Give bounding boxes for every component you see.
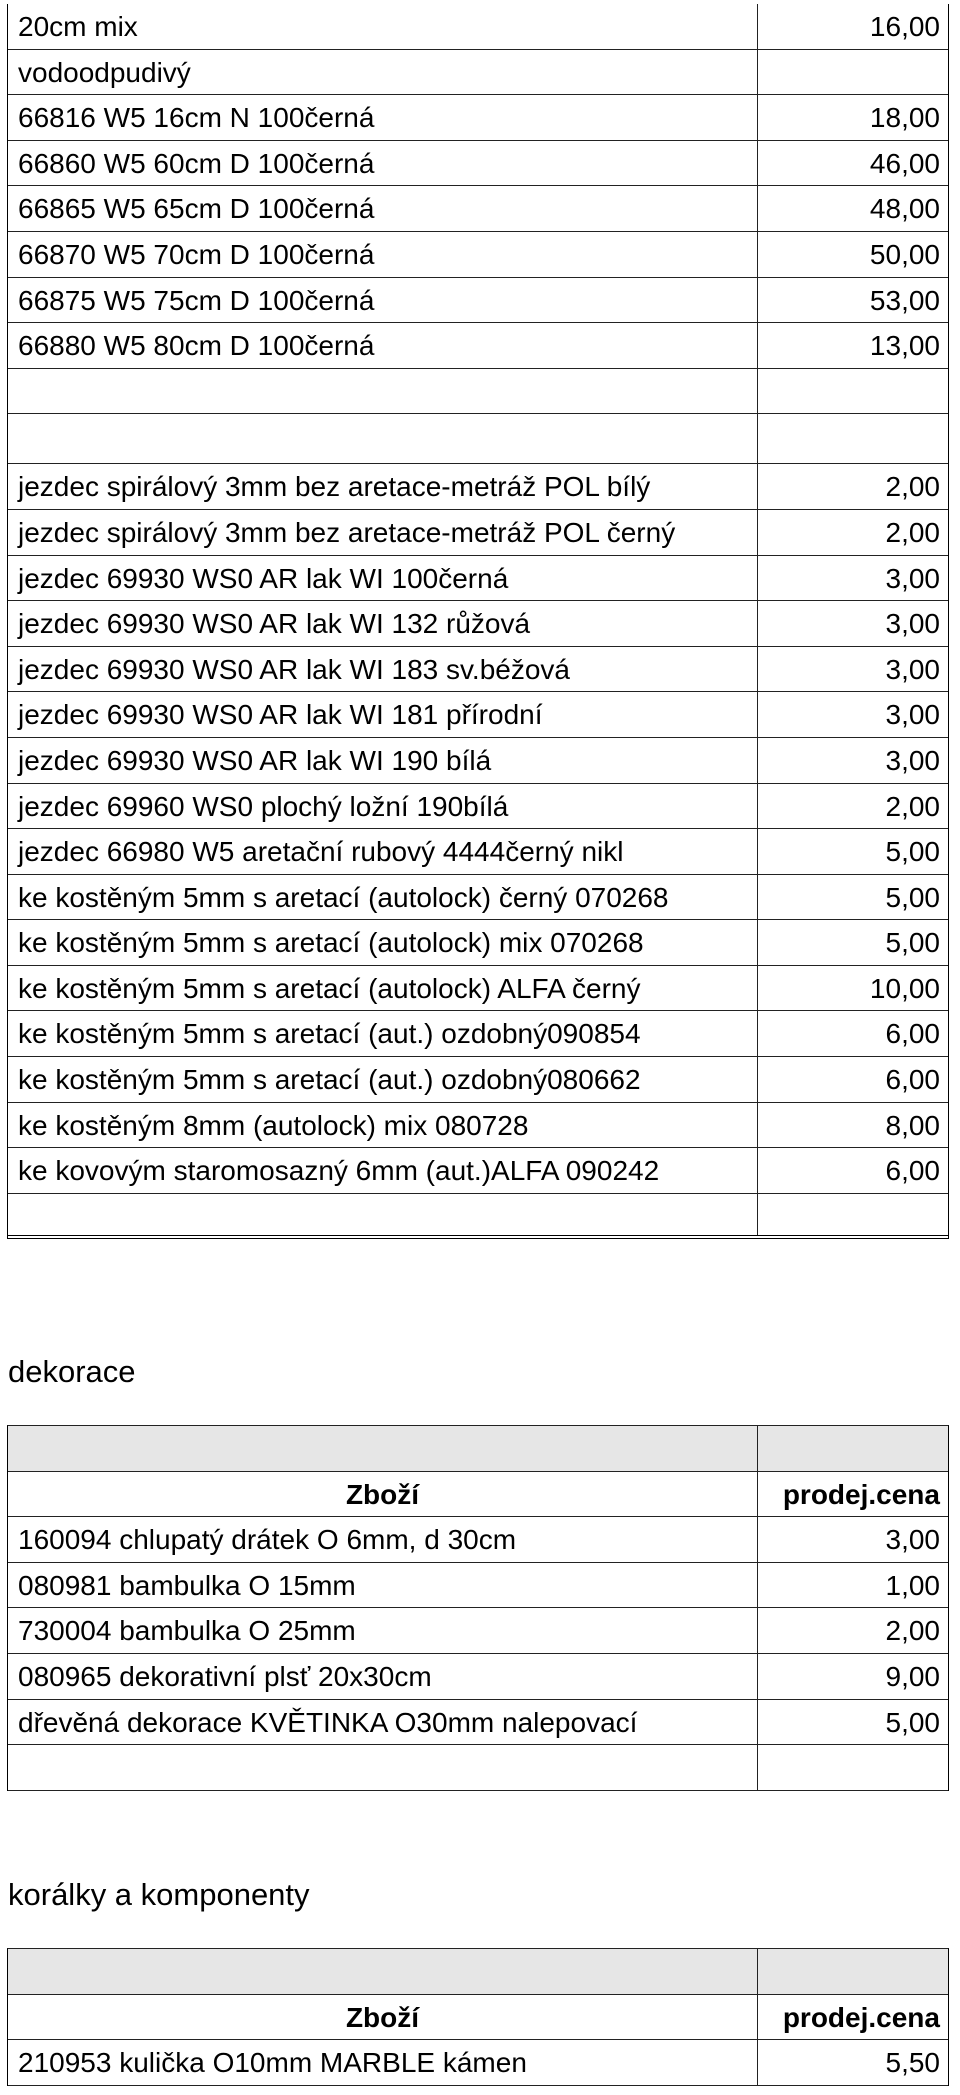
- item-name: jezdec 69930 WS0 AR lak WI 100černá: [8, 556, 758, 601]
- item-price: 6,00: [885, 1018, 940, 1050]
- item-name: jezdec 69930 WS0 AR lak WI 183 sv.béžová: [8, 647, 758, 692]
- item-price: 6,00: [885, 1155, 940, 1187]
- price-table-dekorace: [7, 1425, 949, 1791]
- table-row: [8, 50, 948, 96]
- table-header-blank: [8, 1426, 948, 1472]
- item-price: 5,00: [885, 836, 940, 868]
- table-row-empty: [8, 414, 948, 464]
- table-row-empty: [8, 1194, 948, 1240]
- table-row-empty: [8, 369, 948, 415]
- table-row: [8, 966, 948, 1012]
- item-name: jezdec spirálový 3mm bez aretace-metráž POL černý: [8, 510, 758, 555]
- item-price: 50,00: [869, 238, 940, 270]
- item-price: 3,00: [885, 1524, 940, 1556]
- header-goods: Zboží: [8, 1472, 758, 1517]
- table-row: [8, 278, 948, 324]
- table-row: [8, 464, 948, 510]
- item-name: 210953 kulička O10mm MARBLE kámen: [8, 2040, 758, 2085]
- item-price: 5,00: [885, 881, 940, 913]
- table-row: [8, 920, 948, 966]
- table-row: [8, 1700, 948, 1746]
- table-row: [8, 2040, 948, 2086]
- item-name: ke kostěným 5mm s aretací (autolock) ALFA černý: [8, 966, 758, 1011]
- table-row: [8, 556, 948, 602]
- table-header: [8, 1995, 948, 2041]
- item-price: 3,00: [885, 653, 940, 685]
- header-price: prodej.cena: [782, 2001, 940, 2033]
- table-row: [8, 738, 948, 784]
- item-price: 3,00: [885, 608, 940, 640]
- item-name: 66816 W5 16cm N 100černá: [8, 95, 758, 140]
- table-row: [8, 510, 948, 556]
- item-name: ke kostěným 5mm s aretací (autolock) mix 070268: [8, 920, 758, 965]
- item-name: jezdec 69930 WS0 AR lak WI 132 růžová: [8, 601, 758, 646]
- item-price: 2,00: [885, 1615, 940, 1647]
- item-price: 18,00: [869, 102, 940, 134]
- item-price: 10,00: [869, 972, 940, 1004]
- table-row: [8, 141, 948, 187]
- item-price: 5,00: [885, 1706, 940, 1738]
- item-name: 66880 W5 80cm D 100černá: [8, 323, 758, 368]
- table-row: [8, 1654, 948, 1700]
- table-row: [8, 1011, 948, 1057]
- item-price: 3,00: [885, 744, 940, 776]
- item-price: 13,00: [869, 330, 940, 362]
- table-row: [8, 601, 948, 647]
- section-title-koralky: korálky a komponenty: [8, 1877, 310, 1912]
- item-name: 66875 W5 75cm D 100černá: [8, 278, 758, 323]
- item-name: vodoodpudivý: [8, 50, 758, 95]
- item-price: 16,00: [869, 11, 940, 42]
- item-price: 5,00: [885, 927, 940, 959]
- price-table-koralky: [7, 1948, 949, 2086]
- item-name: ke kostěným 8mm (autolock) mix 080728: [8, 1103, 758, 1148]
- item-name: dřevěná dekorace KVĚTINKA O30mm nalepovací: [8, 1700, 758, 1745]
- item-price: 46,00: [869, 147, 940, 179]
- item-name: 20cm mix: [8, 4, 758, 49]
- item-name: jezdec 66980 W5 aretační rubový 4444černý nikl: [8, 829, 758, 874]
- item-price: 1,00: [885, 1569, 940, 1601]
- table-row: [8, 95, 948, 141]
- item-price: 2,00: [885, 471, 940, 503]
- header-goods: Zboží: [8, 1995, 758, 2040]
- item-name: 730004 bambulka O 25mm: [8, 1608, 758, 1653]
- item-price: 3,00: [885, 699, 940, 731]
- item-name: 66865 W5 65cm D 100černá: [8, 186, 758, 231]
- table-row: [8, 784, 948, 830]
- table-row: [8, 829, 948, 875]
- header-price: prodej.cena: [782, 1478, 940, 1510]
- table-row: [8, 647, 948, 693]
- price-table-main: [7, 4, 949, 1239]
- table-header-blank: [8, 1949, 948, 1995]
- item-name: 080981 bambulka O 15mm: [8, 1563, 758, 1608]
- table-row: [8, 186, 948, 232]
- table-row: [8, 1608, 948, 1654]
- item-name: 66860 W5 60cm D 100černá: [8, 141, 758, 186]
- item-name: ke kostěným 5mm s aretací (autolock) černý 070268: [8, 875, 758, 920]
- item-name: 080965 dekorativní plsť 20x30cm: [8, 1654, 758, 1699]
- item-price: 8,00: [885, 1109, 940, 1141]
- table-row: [8, 692, 948, 738]
- table-row: [8, 875, 948, 921]
- item-name: ke kostěným 5mm s aretací (aut.) ozdobný090854: [8, 1011, 758, 1056]
- item-name: ke kovovým staromosazný 6mm (aut.)ALFA 090242: [8, 1148, 758, 1193]
- table-row: [8, 1517, 948, 1563]
- section-title-dekorace: dekorace: [8, 1354, 136, 1389]
- table-row: [8, 1103, 948, 1149]
- item-price: 48,00: [869, 193, 940, 225]
- table-row: [8, 1148, 948, 1194]
- item-name: jezdec 69930 WS0 AR lak WI 190 bílá: [8, 738, 758, 783]
- item-price: 2,00: [885, 790, 940, 822]
- item-price: 3,00: [885, 562, 940, 594]
- table-row: [8, 323, 948, 369]
- item-name: jezdec spirálový 3mm bez aretace-metráž POL bílý: [8, 464, 758, 509]
- table-row: [8, 1057, 948, 1103]
- item-price: 5,50: [885, 2047, 940, 2079]
- item-name: jezdec 69930 WS0 AR lak WI 181 přírodní: [8, 692, 758, 737]
- table-row: [8, 232, 948, 278]
- table-header: [8, 1472, 948, 1518]
- item-name: jezdec 69960 WS0 plochý ložní 190bílá: [8, 784, 758, 829]
- item-price: 53,00: [869, 284, 940, 316]
- table-row: [8, 1563, 948, 1609]
- item-price: [758, 50, 948, 95]
- item-price: 6,00: [885, 1064, 940, 1096]
- item-name: 160094 chlupatý drátek O 6mm, d 30cm: [8, 1517, 758, 1562]
- item-price: 9,00: [885, 1660, 940, 1692]
- item-price: 2,00: [885, 516, 940, 548]
- table-row-empty: [8, 1745, 948, 1791]
- table-row: [8, 4, 948, 50]
- item-name: 66870 W5 70cm D 100černá: [8, 232, 758, 277]
- item-name: ke kostěným 5mm s aretací (aut.) ozdobný080662: [8, 1057, 758, 1102]
